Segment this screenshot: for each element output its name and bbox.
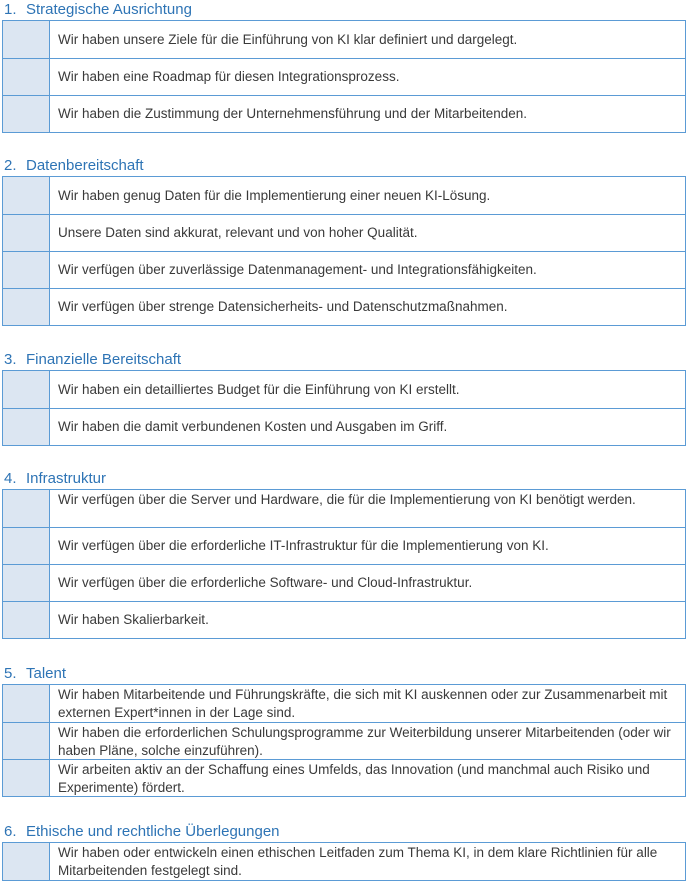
section-strategische-ausrichtung <box>0 0 687 133</box>
checkbox[interactable] <box>3 252 50 288</box>
section-title <box>0 822 687 842</box>
checklist-row <box>3 843 685 880</box>
checkbox[interactable] <box>3 409 50 445</box>
checkbox[interactable] <box>3 685 50 722</box>
checklist-row <box>3 759 685 796</box>
section-title-text: Strategische Ausrichtung <box>26 1 192 18</box>
checklist-row <box>3 288 685 325</box>
section-number: 6. <box>4 823 17 840</box>
checklist-item-text: Wir haben die erforderlichen Schulungsprogramme zur Weiterbildung unserer Mitarbeitenden (oder wir haben Pläne, solche einzuführen). <box>58 725 671 758</box>
checkbox[interactable] <box>3 528 50 564</box>
checklist-item-text: Wir haben eine Roadmap für diesen Integrationsprozess. <box>58 69 400 84</box>
section-talent <box>0 664 687 797</box>
checklist-item-text: Unsere Daten sind akkurat, relevant und von hoher Qualität. <box>58 225 418 240</box>
checklist-item-text: Wir verfügen über zuverlässige Datenmanagement- und Integrationsfähigkeiten. <box>58 262 537 277</box>
checklist-item-text: Wir verfügen über die Server und Hardware, die für die Implementierung von KI benötigt werden. <box>58 492 636 507</box>
checklist-row <box>3 177 685 214</box>
checklist-table <box>2 20 686 133</box>
checkbox[interactable] <box>3 59 50 95</box>
section-finanzielle-bereitschaft <box>0 350 687 446</box>
checkbox[interactable] <box>3 760 50 796</box>
checklist-row <box>3 95 685 132</box>
section-title-text: Finanzielle Bereitschaft <box>26 351 182 368</box>
checklist-item-text: Wir verfügen über die erforderliche Software- und Cloud-Infrastruktur. <box>58 575 473 590</box>
checklist-row <box>3 21 685 58</box>
checklist-row <box>3 564 685 601</box>
checklist-item-text: Wir haben oder entwickeln einen ethischen Leitfaden zum Thema KI, in dem klare Richtlinien für alle Mitarbeitenden festgelegt sind. <box>58 845 658 878</box>
checklist-row <box>3 58 685 95</box>
section-title <box>0 469 687 489</box>
checkbox[interactable] <box>3 602 50 638</box>
checkbox[interactable] <box>3 371 50 408</box>
checklist-row <box>3 408 685 445</box>
section-number: 2. <box>4 157 17 174</box>
checklist-item-text: Wir haben unsere Ziele für die Einführung von KI klar definiert und dargelegt. <box>58 31 518 47</box>
checklist-row <box>3 214 685 251</box>
section-ethische-rechtliche-ueberlegungen <box>0 822 687 881</box>
section-title-text: Datenbereitschaft <box>26 157 144 174</box>
checkbox[interactable] <box>3 215 50 251</box>
checklist-item-text: Wir verfügen über die erforderliche IT-Infrastruktur für die Implementierung von KI. <box>58 538 549 553</box>
checkbox[interactable] <box>3 289 50 325</box>
section-title <box>0 350 687 370</box>
checklist-item-text: Wir arbeiten aktiv an der Schaffung eines Umfelds, das Innovation (und manchmal auch Risiko und Experimente) fördert. <box>58 762 650 795</box>
section-title <box>0 156 687 176</box>
checklist-row <box>3 371 685 408</box>
checklist-item-text: Wir haben Skalierbarkeit. <box>58 612 209 627</box>
checkbox[interactable] <box>3 565 50 601</box>
checkbox[interactable] <box>3 21 50 58</box>
section-title-text: Infrastruktur <box>26 470 107 487</box>
checklist-item-text: Wir haben genug Daten für die Implementierung einer neuen KI-Lösung. <box>58 187 491 203</box>
checklist-row <box>3 527 685 564</box>
checklist-table <box>2 842 686 881</box>
checklist-table <box>2 489 686 639</box>
section-title-text: Ethische und rechtliche Überlegungen <box>26 823 280 840</box>
section-number: 1. <box>4 1 17 18</box>
checklist-row <box>3 601 685 638</box>
checkbox[interactable] <box>3 723 50 759</box>
section-number: 3. <box>4 351 17 368</box>
checklist-table <box>2 176 686 326</box>
checkbox[interactable] <box>3 96 50 132</box>
checklist-row <box>3 722 685 759</box>
section-datenbereitschaft <box>0 156 687 326</box>
section-title <box>0 0 687 20</box>
checklist-row <box>3 490 685 527</box>
section-title-text: Talent <box>26 665 67 682</box>
checklist-item-text: Wir verfügen über strenge Datensicherheits- und Datenschutzmaßnahmen. <box>58 299 508 314</box>
checklist-row <box>3 685 685 722</box>
section-number: 5. <box>4 665 17 682</box>
section-title <box>0 664 687 684</box>
section-infrastruktur <box>0 469 687 639</box>
checkbox[interactable] <box>3 490 50 527</box>
checkbox[interactable] <box>3 843 50 880</box>
checklist-item-text: Wir haben die damit verbundenen Kosten und Ausgaben im Griff. <box>58 419 448 434</box>
checklist-item-text: Wir haben die Zustimmung der Unternehmensführung und der Mitarbeitenden. <box>58 106 528 121</box>
checklist-table <box>2 370 686 446</box>
checklist-table <box>2 684 686 797</box>
checklist-item-text: Wir haben ein detailliertes Budget für die Einführung von KI erstellt. <box>58 381 460 397</box>
checkbox[interactable] <box>3 177 50 214</box>
section-number: 4. <box>4 470 17 487</box>
checklist-item-text: Wir haben Mitarbeitende und Führungskräfte, die sich mit KI auskennen oder zur Zusammenarbeit mit externen Expert*innen in der Lage sind. <box>58 687 668 720</box>
checklist-row <box>3 251 685 288</box>
